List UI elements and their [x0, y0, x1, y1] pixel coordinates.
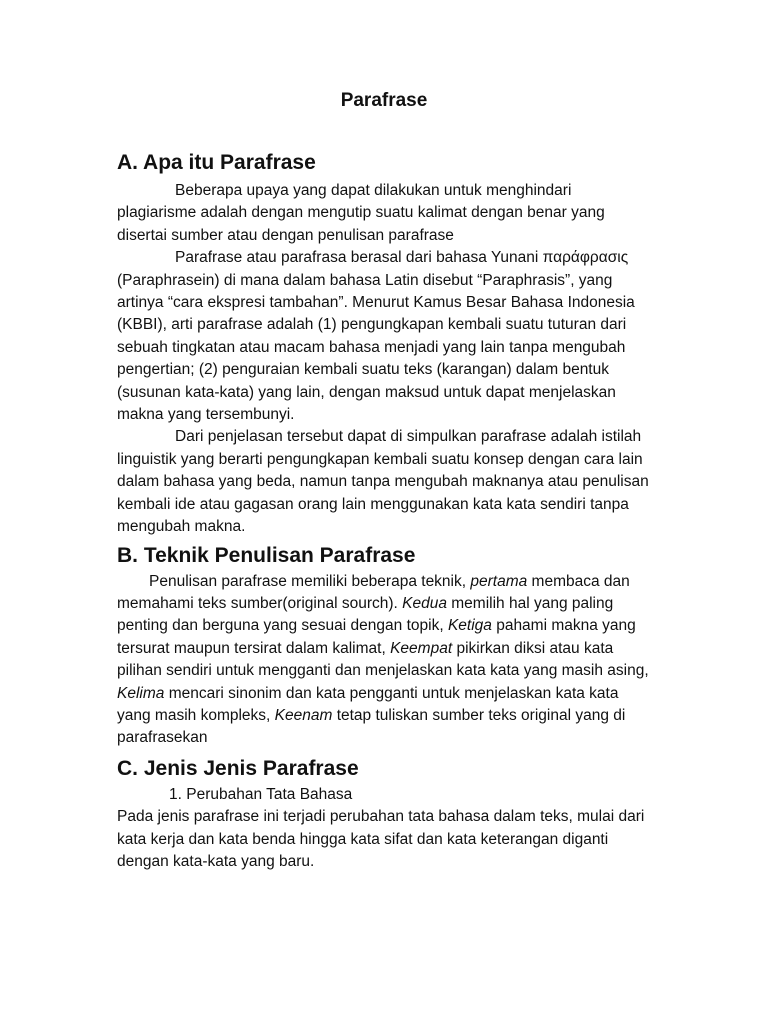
technique-term-5: Kelima	[117, 684, 165, 702]
technique-text-3: pahami makna yang tersurat maupun tersirat dalam kalimat,	[117, 617, 636, 657]
technique-term-1: pertama	[470, 572, 528, 590]
document-body	[117, 148, 649, 873]
section-b-heading: B. Teknik Penulisan Parafrase	[117, 543, 416, 567]
section-c-list-item-1: 1. Perubahan Tata Bahasa	[169, 785, 353, 803]
technique-text-1: membaca dan memahami teks sumber(original sourch).	[117, 572, 630, 612]
technique-text-2: memilih hal yang paling penting dan berguna yang sesuai dengan topik,	[117, 594, 614, 635]
section-a	[117, 148, 649, 539]
technique-term-3: Ketiga	[447, 617, 492, 635]
section-a-heading: A. Apa itu Parafrase	[117, 151, 316, 174]
technique-text-6: tetap tuliskan sumber teks original yang di parafrasekan	[117, 706, 626, 747]
section-c-item-1-text: Pada jenis parafrase ini terjadi perubahan tata bahasa dalam teks, mulai dari kata kerja dan kata benda hingga kata sifat dan kata keterangan diganti dengan kata-kata yang baru.	[117, 808, 645, 870]
technique-text-5: mencari sinonim dan kata pengganti untuk menjelaskan kata kata yang masih kompleks,	[117, 684, 619, 724]
section-c-heading: C. Jenis Jenis Parafrase	[117, 756, 359, 780]
technique-intro: Penulisan parafrase memiliki beberapa teknik,	[149, 572, 471, 590]
section-b-paragraph	[117, 571, 649, 750]
technique-term-4: Keempat	[390, 639, 453, 657]
section-a-paragraph-1: Beberapa upaya yang dapat dilakukan untuk menghindari plagiarisme adalah dengan mengutip suatu kalimat dengan benar yang disertai sumber atau dengan penulisan parafrase	[117, 182, 605, 244]
technique-term-6: Keenam	[274, 706, 333, 724]
section-c	[117, 754, 649, 874]
document-title: Parafrase	[340, 90, 428, 111]
technique-term-2: Kedua	[402, 594, 447, 612]
technique-text-4: pikirkan diksi atau kata pilihan sendiri untuk mengganti dan menjelaskan kata kata yang masih asing,	[117, 639, 649, 680]
section-a-paragraph-2: Parafrase atau parafrasa berasal dari bahasa Yunani παράφρασις (Paraphrasein) di mana dalam bahasa Latin disebut “Paraphrasis”, yang artinya “cara ekspresi tambahan”. Menurut Kamus Besar Bahasa Indonesia (KBBI), arti parafrase adalah (1) pengungkapan kembali suatu tuturan dari sebuah tingkatan atau macam bahasa menjadi yang lain tanpa mengubah pengertian; (2) penguraian kembali suatu teks (karangan) dalam bentuk (susunan kata-kata) yang lain, dengan maksud untuk dapat menjelaskan makna yang tersembunyi.	[117, 249, 635, 424]
section-b	[117, 541, 649, 750]
section-a-paragraph-3: Dari penjelasan tersebut dapat di simpulkan parafrase adalah istilah linguistik yang berarti pengungkapan kembali suatu konsep dengan cara lain dalam bahasa yang beda, namun tanpa mengubah maknanya atau penulisan kembali ide atau gagasan orang lain menggunakan kata kata sendiri tanpa mengubah makna.	[117, 428, 649, 536]
